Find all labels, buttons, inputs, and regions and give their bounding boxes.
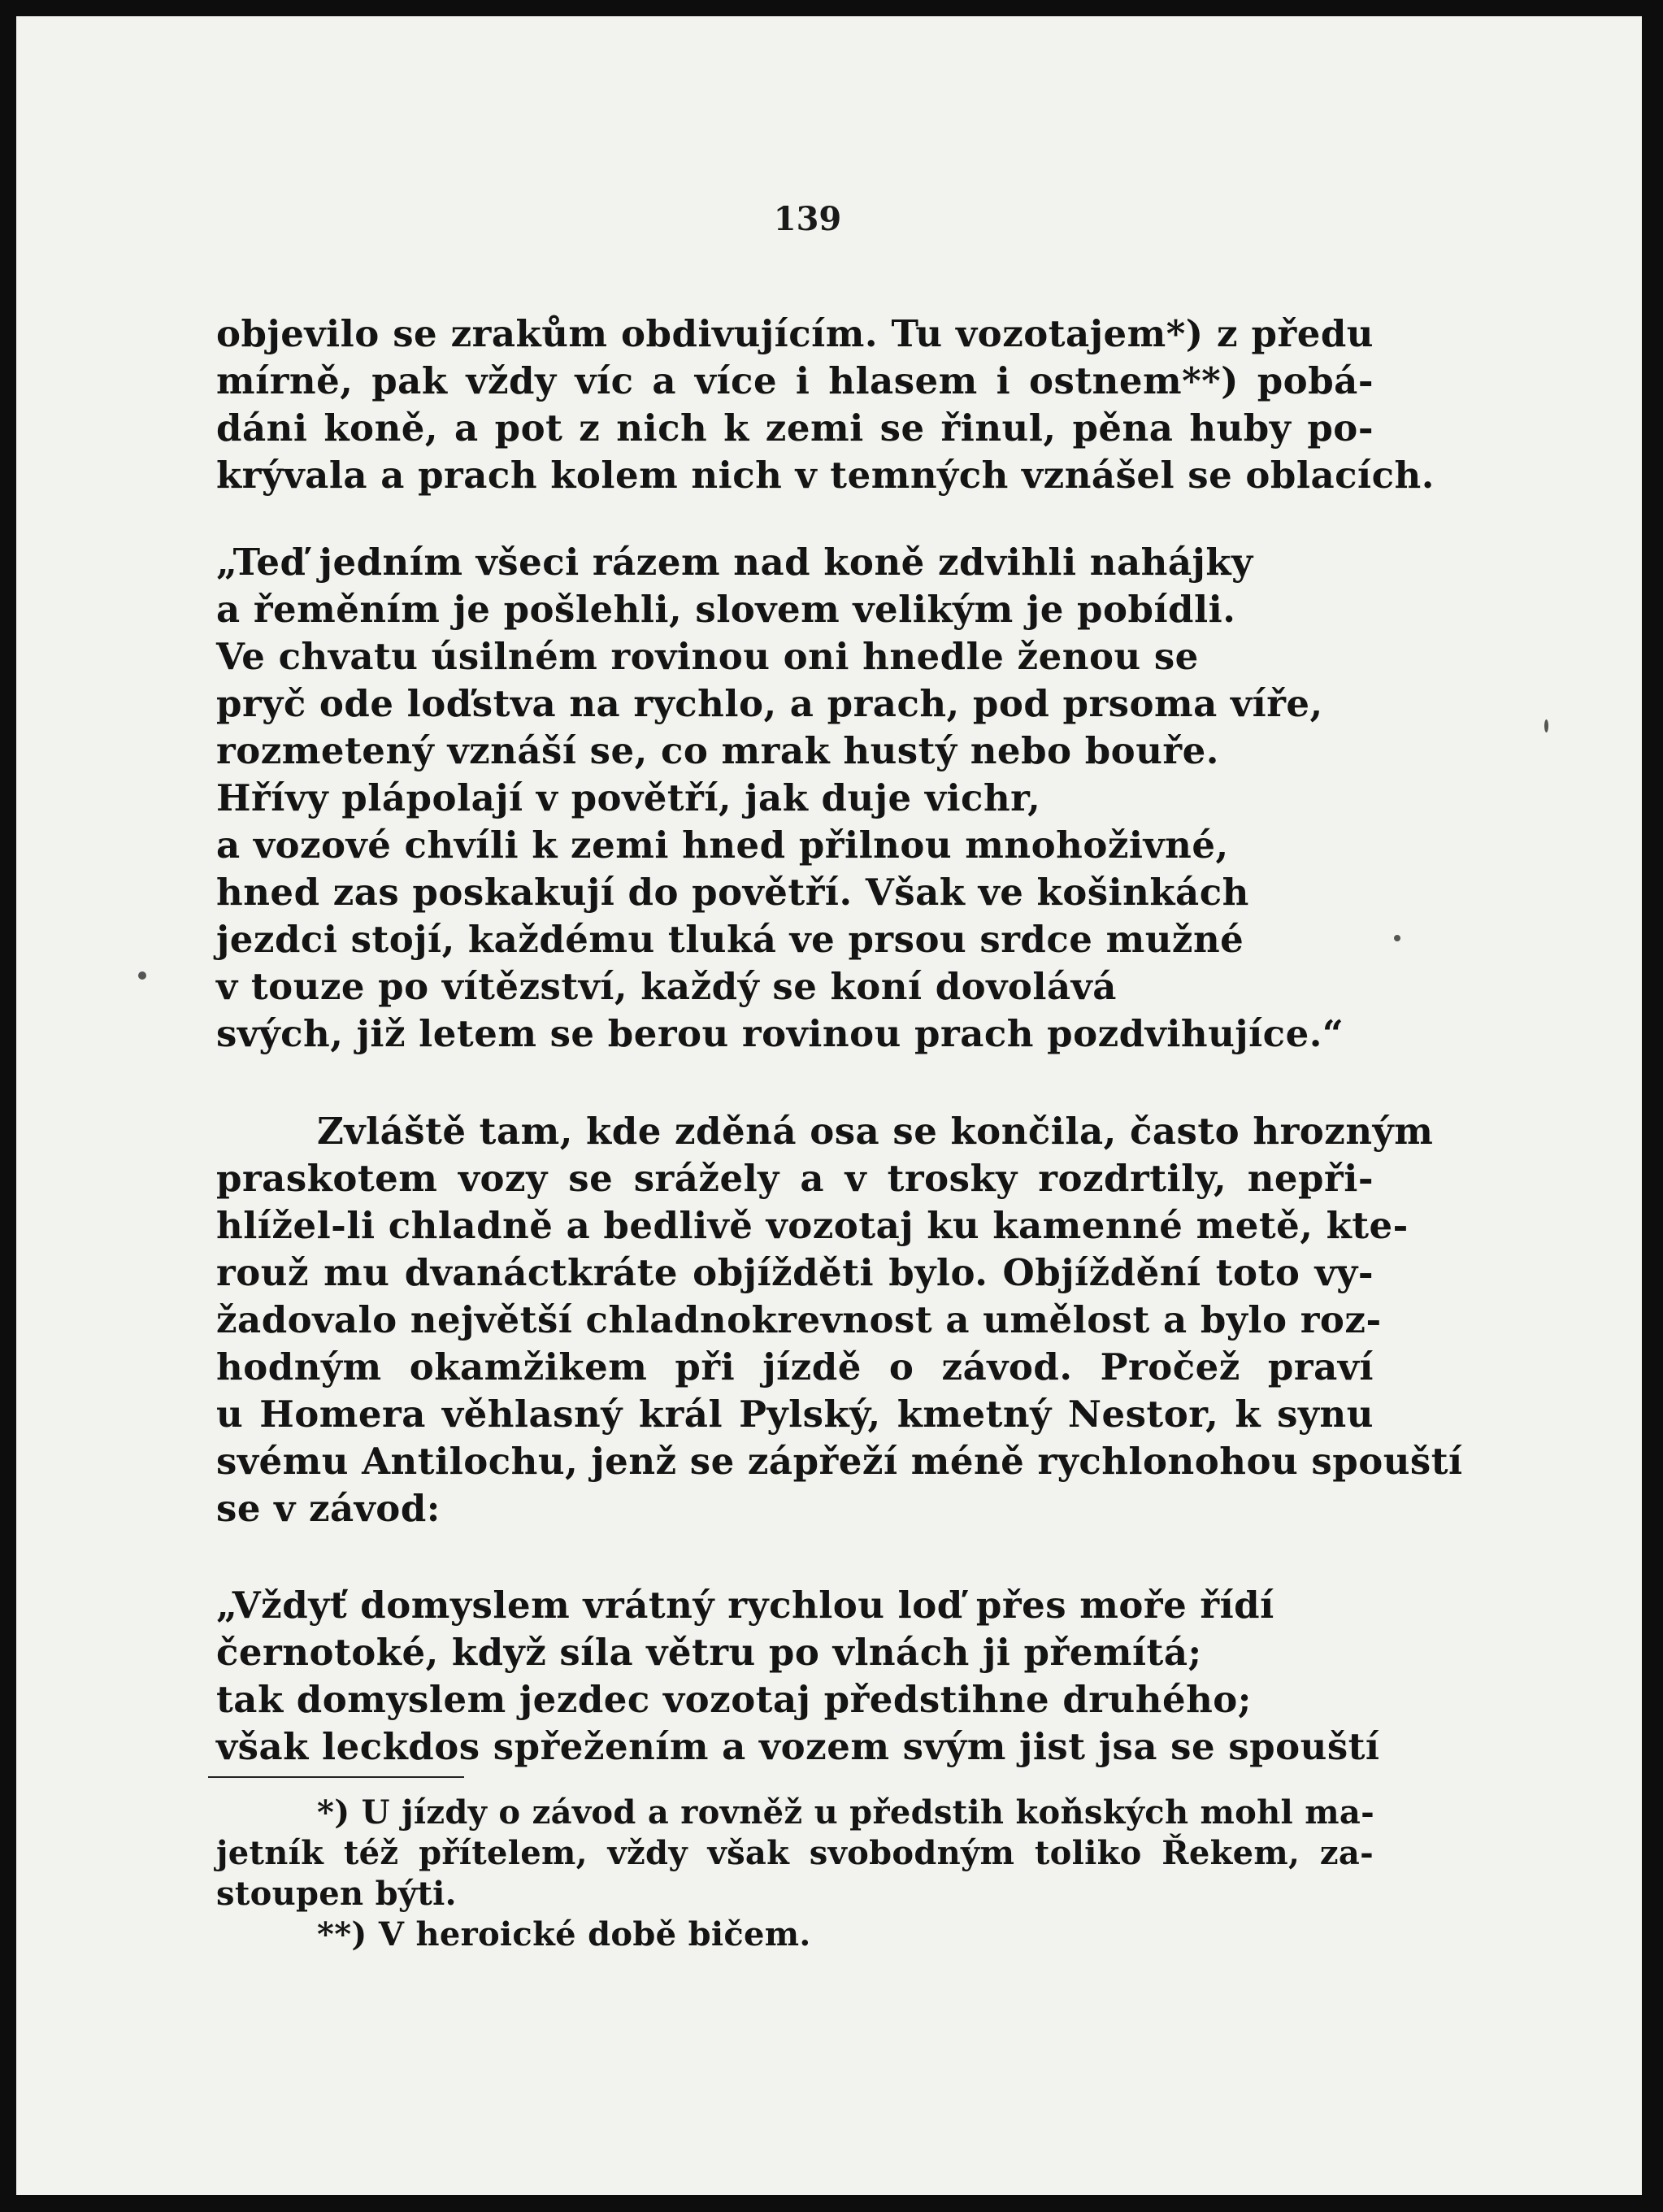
verse-line: svých, již letem se berou rovinou prach pozdvihujíce.“ [216, 1012, 1344, 1055]
scan-speck [1394, 935, 1400, 941]
page-number: 139 [773, 200, 842, 238]
verse-line: černotoké, když síla větru po vlnách ji přemítá; [216, 1631, 1202, 1674]
verse-line: rozmetený vznáší se, co mrak hustý nebo bouře. [216, 729, 1219, 772]
footnote-line: stoupen býti. [216, 1875, 457, 1913]
footnotes [216, 1793, 1374, 1955]
verse-line: hned zas poskakují do povětří. Však ve košinkách [216, 871, 1249, 914]
verse-line: „Teď jedním všeci rázem nad koně zdvihli nahájky [216, 541, 1253, 584]
text-line: žadovalo největší chladnokrevnost a umělost a bylo roz- [216, 1298, 1382, 1341]
footnote-rule [208, 1776, 464, 1778]
verse-quote-1 [216, 539, 1374, 1058]
text-line: hodným okamžikem při jízdě o závod. Pročež praví [216, 1345, 1374, 1388]
verse-line: však leckdos spřežením a vozem svým jist jsa se spouští [216, 1725, 1380, 1768]
text-line: u Homera věhlasný král Pylský, kmetný Nestor, k synu [216, 1393, 1374, 1436]
text-line: svému Antilochu, jenž se zápřeží méně rychlonohou spouští [216, 1440, 1463, 1483]
text-line: Zvláště tam, kde zděná osa se končila, často hrozným [317, 1110, 1434, 1153]
text-line: se v závod: [216, 1487, 441, 1530]
text-line: mírně, pak vždy víc a více i hlasem i ostnem**) pobá- [216, 359, 1374, 402]
verse-quote-2 [216, 1582, 1380, 1771]
text-line: praskotem vozy se srážely a v trosky rozdrtily, nepři- [216, 1157, 1374, 1200]
verse-line: tak domyslem jezdec vozotaj předstihne druhého; [216, 1678, 1252, 1721]
scan-speck [138, 971, 146, 980]
paragraph-1 [216, 311, 1435, 499]
verse-line: pryč ode loďstva na rychlo, a prach, pod prsoma víře, [216, 682, 1323, 725]
verse-line: Ve chvatu úsilném rovinou oni hnedle ženou se [216, 635, 1199, 678]
text-line: krývala a prach kolem nich v temných vznášel se oblacích. [216, 454, 1435, 497]
text-line: hlížel-li chladně a bedlivě vozotaj ku kamenné metě, kte- [216, 1204, 1409, 1247]
verse-line: a řeměním je pošlehli, slovem velikým je pobídli. [216, 588, 1236, 631]
paragraph-2 [216, 1108, 1463, 1532]
book-page [16, 16, 1642, 2195]
verse-line: „Vždyť domyslem vrátný rychlou loď přes moře řídí [216, 1584, 1274, 1627]
text-line: dáni koně, a pot z nich k zemi se řinul, pěna huby po- [216, 406, 1374, 450]
footnote-line: *) U jízdy o závod a rovněž u předstih koňských mohl ma- [317, 1793, 1374, 1832]
verse-line: Hřívy plápolají v povětří, jak duje vichr, [216, 776, 1041, 819]
text-line: rouž mu dvanáctkráte objížděti bylo. Objíždění toto vy- [216, 1251, 1374, 1294]
text-line: objevilo se zrakům obdivujícím. Tu vozotajem*) z předu [216, 312, 1374, 355]
verse-line: v touze po vítězství, každý se koní dovolává [216, 965, 1117, 1008]
verse-line: jezdci stojí, každému tluká ve prsou srdce mužné [216, 918, 1244, 961]
verse-line: a vozové chvíli k zemi hned přilnou mnohoživné, [216, 824, 1229, 867]
scan-speck [1544, 719, 1548, 732]
footnote-line: **) V heroické době bičem. [317, 1915, 811, 1953]
footnote-line: jetník též přítelem, vždy však svobodným toliko Řekem, za- [216, 1834, 1374, 1872]
